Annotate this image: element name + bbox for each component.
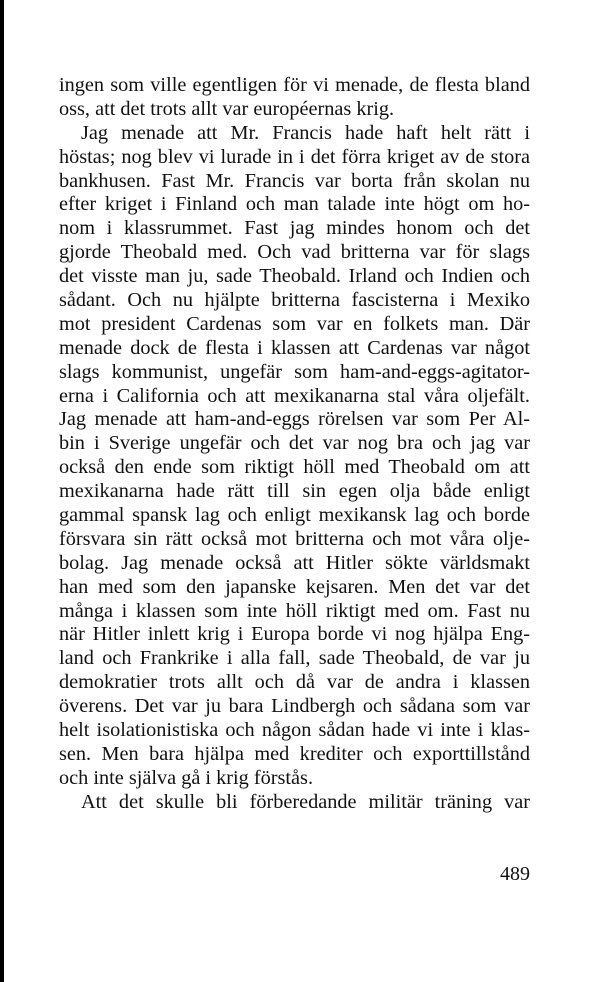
text-line: när Hitler inlett krig i Europa borde vi nog hjälpa Eng- [59,623,530,646]
text-line: sådant. Och nu hjälpte britterna fascisterna i Mexiko [59,289,530,312]
text-line: gammal spansk lag och enligt mexikansk lag och borde [59,504,530,527]
text-line: Jag menade att ham-and-eggs rörelsen var som Per Al- [59,408,530,431]
text-line: också den ende som riktigt höll med Theobald om att [59,456,530,479]
text-line: höstas; nog blev vi lurade in i det förra kriget av de stora [59,145,530,168]
text-line: bankhusen. Fast Mr. Francis var borta från skolan nu [59,169,530,192]
text-line: erna i California och att mexikanarna stal våra oljefält. [59,384,530,407]
text-line: mexikanarna hade rätt till sin egen olja både enligt [59,480,530,503]
text-line: slags kommunist, ungefär som ham-and-eggs-agitator- [59,360,530,383]
text-line: bolag. Jag menade också att Hitler sökte världsmakt [59,551,530,574]
text-line: försvara sin rätt också mot britterna och mot våra olje- [59,527,530,550]
text-line: oss, att det trots allt var européernas krig. [59,97,395,120]
text-line: menade dock de flesta i klassen att Cardenas var något [59,336,530,359]
text-line: många i klassen som inte höll riktigt med om. Fast nu [59,599,530,622]
text-line: nom i klassrummet. Fast jag mindes honom och det [59,217,530,240]
text-line: överens. Det var ju bara Lindbergh och sådana som var [59,695,530,718]
text-line: sen. Men bara hjälpa med krediter och exporttillstånd [59,742,530,765]
text-line: och inte själva gå i krig förstås. [59,766,314,789]
text-line: ingen som ville egentligen för vi menade, de flesta bland [59,74,530,96]
text-line: bin i Sverige ungefär och det var nog bra och jag var [59,432,530,455]
text-line: gjorde Theobald med. Och vad britterna var för slags [59,241,530,264]
text-line: efter kriget i Finland och man talade inte högt om ho- [59,193,530,216]
text-line: mot president Cardenas som var en folkets man. Där [59,312,530,335]
text-line: Jag menade att Mr. Francis hade haft helt rätt i [81,121,530,144]
text-line: han med som den japanske kejsaren. Men det var det [59,575,530,598]
text-line: demokratier trots allt och då var de andra i klassen [59,671,530,694]
text-line: det visste man ju, sade Theobald. Irland och Indien och [59,265,530,288]
page-number: 489 [500,863,530,885]
page-edge-shadow [0,0,4,982]
text-line: helt isolationistiska och någon sådan hade vi inte i klas- [59,719,530,742]
body-text [59,74,530,815]
text-line: land och Frankrike i alla fall, sade Theobald, de var ju [59,647,530,670]
text-line: Att det skulle bli förberedande militär träning var [81,790,530,813]
